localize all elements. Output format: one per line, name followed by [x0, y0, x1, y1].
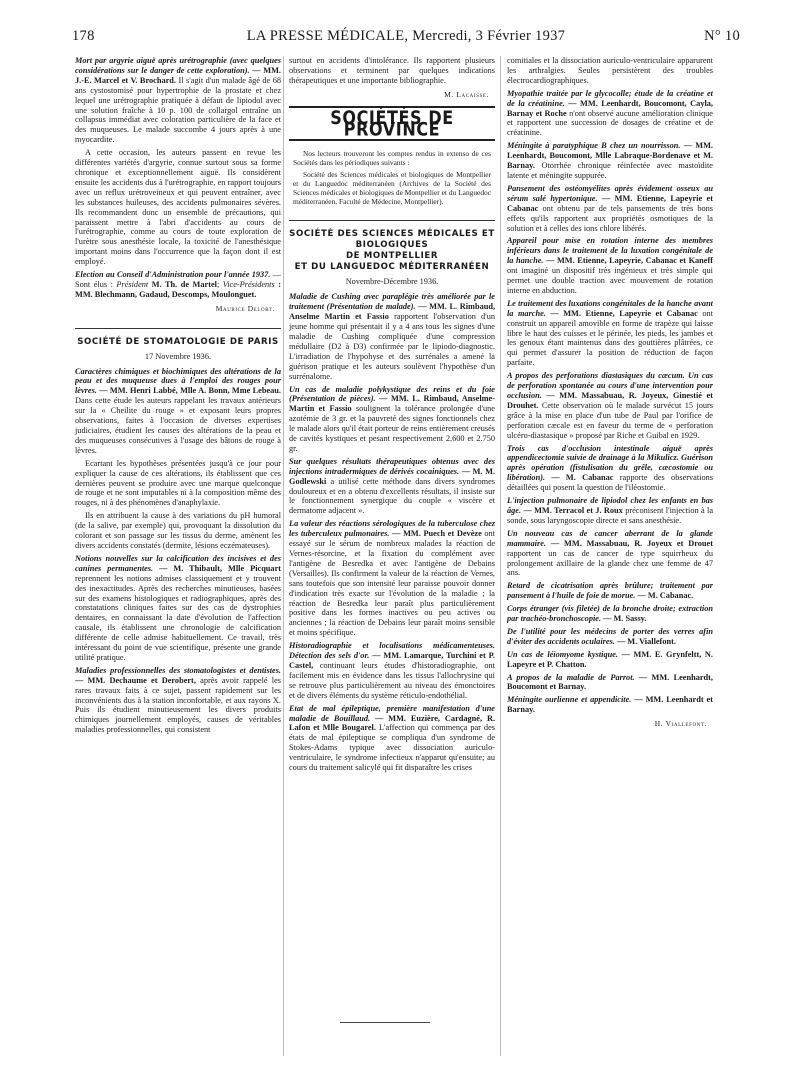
article-authors: — MM. Leenhardt, Boucomont et Barnay.	[507, 672, 713, 692]
article-text: L'affection qui commença par des états de mal épileptique se compliqua d'un syndrome de Stokes-Adams typique avec dissociation auriculo-ventriculaire, le syndrome infectieux n'apparut qu'ensuite; au cours du traitement salicylé qui fit disparaître les crises	[289, 723, 495, 773]
article-authors: — M. Viallefont.	[616, 636, 676, 646]
article-authors: — MM. Leenhardt, Boucomont, Cayla, Barnay et Roche	[507, 98, 713, 118]
article	[75, 367, 281, 456]
editor-note	[293, 149, 491, 206]
section-heading-line: ET DU LANGUEDOC MÉDITERRANÉEN	[294, 262, 490, 273]
article-authors: — MM. Etienne, Lapeyrie et Cabanac	[550, 308, 698, 318]
article-title: Election au Conseil d'Administration pour l'année 1937.	[75, 270, 271, 280]
article-title: La valeur des réactions sérologiques de la tuberculose chez les tuberculeux pulmonaires.	[289, 519, 495, 539]
section-heading	[289, 220, 495, 273]
article-title: A propos des perforations diastasiques du cæcum. Un cas de perforation spontanée au cours d'une intervention pour occlusion.	[507, 371, 713, 400]
column-3	[507, 56, 713, 1066]
article-text: n'ont observé aucune amélioration clinique et rapportent une succession de dosages de créatine et de créatinine.	[507, 108, 713, 138]
role-label: Président	[116, 279, 149, 289]
column-rule-1	[283, 56, 284, 1056]
article	[289, 457, 495, 516]
article-title: Caractères chimiques et biochimiques des altérations de la peau et des muqueuse dues à l'emploi des rouges pour lèvres.	[75, 366, 281, 396]
article-text: Ecartant les hypothèses présentées jusqu'à ce jour pour expliquer la cause de ces altérations, ils établissent que ces dernières peuvent se produire avec une marque quelconque de rouge et ne sont imputables ni à la composition même des rouges, ni à des phénomènes d'anaphylaxie.	[75, 458, 281, 508]
article-authors: — MM. Dechaume et Derobert,	[75, 675, 196, 685]
article-authors: — MM. Euzière, Cardagné, R. Lafon et Mlle Bougarel.	[289, 713, 495, 733]
issue-number: N° 10	[704, 28, 740, 44]
column-rule-2	[500, 56, 501, 1056]
page-header	[72, 28, 740, 50]
article-title: Maladies professionnelles des stomatologistes et dentistes.	[75, 665, 281, 675]
article-title: Méningite à paratyphique B chez un nourrisson.	[507, 141, 681, 151]
article-title: L'injection pulmonaire de lipiodol chez les enfants en bas âge.	[507, 496, 713, 515]
article-authors: : MM. Blechmann, Gadaud, Descomps, Moulonguet.	[75, 279, 281, 299]
article	[289, 641, 495, 700]
signature: M. Lacaisse.	[444, 89, 489, 99]
article-authors: — MM. Etienne, Lapeyrie et Cabanac	[507, 193, 713, 213]
article-text: A cette occasion, les auteurs passent en revue les différentes variétés d'argyrie, connue surtout sous sa forme chronique et exceptionnellement aiguë. Ils considèrent ensuite les accidents dus à l'urétrographie, en rapport toujours avec un reflux urétroveineux et qui peuvent entraîner, avec les substances huileuses, des accidents pulmonaires sévères. Ils recommandent donc un ensemble de précautions, qui paraissent mettre à l'abri d'accidents au cours de l'urétrographie, comme au cours de toute exploration de l'urètre sous anesthésie locale, la toxicité de l'anesthésique important moins dans l'occurrence que la façon dont il est employé.	[75, 148, 281, 267]
article-authors: — MM. L. Rimbaud, Anselme Martin et Fassio	[289, 302, 495, 322]
article-authors: — M. Cabanac	[551, 473, 614, 483]
article-text: surtout en accidents d'intolérance. Ils rapportent plusieurs observations et terminent par quelques indications thérapeutiques et une importante bibliographie.	[289, 56, 495, 85]
article-title: Corps étranger (vis filetée) de la bronche droite; extraction par trachéo-bronchoscopie.	[507, 604, 713, 624]
article	[507, 529, 713, 579]
article-authors: — MM. Massabuau, R. Joyeux et Drouet	[550, 538, 713, 548]
article	[507, 604, 713, 624]
article	[75, 270, 281, 300]
banner-title: SOCIÉTÉS DE PROVINCE	[330, 106, 454, 140]
article-title: Mort par argyrie aiguë après urétrographie (avec quelques considérations sur le danger de cette exploration).	[75, 56, 281, 75]
section-date: Novembre-Décembre 1936.	[345, 277, 439, 287]
article-text: préconisent l'injection à la sonde, sous laryngoscopie directe et sans anesthésie.	[507, 505, 713, 525]
article	[507, 299, 713, 368]
signature: H. Viallefont.	[654, 719, 707, 729]
end-rule	[340, 1022, 430, 1023]
article	[75, 554, 281, 663]
article-text: ;	[216, 279, 223, 289]
article	[507, 650, 713, 670]
article-text: Il s'agit d'un malade âgé de 68 ans cystostomisé pour hypertrophie de la prostate et chez lequel une urétrographie pratiquée à défaut de lipiodol avec une solution fraîche à 10 p. 100 de collargol entraîne un collapsus immédiat avec coloration particulière de la face et des muqueuses. Le malade succombe 4 jours après à une myocardite.	[75, 75, 281, 145]
journal-title: LA PRESSE MÉDICALE, Mercredi, 3 Février 1937	[246, 28, 566, 44]
article	[75, 56, 281, 145]
article	[507, 581, 713, 601]
article-title: Le traitement des luxations congénitales de la hanche avant la marche.	[507, 298, 713, 318]
section-heading-line: SOCIÉTÉ DES SCIENCES MÉDICALES ET BIOLOGIQUES	[289, 229, 495, 251]
article-title: Un cas de léiomyome kystique.	[507, 649, 618, 659]
article-text: reprennent les notions admises classiquement et y trouvent des inexactitudes. Après des recherches minutieuses, basées sur des examens histologiques et radiographiques, après des constatations cliniques faites sur des cas de dystrophies dentaires, en connaissant la date d'évolution de l'affection causale, ils établissent une chronologie de calcification différente de celle admise habituellement. Ce travail, très intéressant du point de vue scientifique, présente une grande utilité pratique.	[75, 573, 281, 662]
article	[507, 695, 713, 715]
article-authors: — M. M. Godlewski	[289, 466, 495, 486]
article-text: rapportent un cas de cancer de type squirrheux du prolongement axillaire de la glande chez une femme de 47 ans.	[507, 548, 713, 578]
article-text: Ils en attribuent la cause à des variations du pH humoral (de la salive, par exemple) qui, provoquant la dissolution du colorant et son passage sur les tissus du derme, amènent les divers accidents constatés (dermite, lésions eczémateuses).	[75, 511, 281, 550]
article-authors: — MM. Leenhardt et Barnay.	[507, 695, 713, 715]
article-authors: — MM. Lamarque, Turchini et P. Castel,	[289, 651, 495, 670]
article-title: De l'utilité pour les médecins de porter des verres afin d'éviter des accidents oculaires.	[507, 626, 713, 646]
article-authors: — MM. E. Grynfeltt, N. Lapeyre et P. Chatton.	[507, 649, 713, 669]
section-heading: SOCIÉTÉ DE STOMATOLOGIE DE PARIS	[75, 328, 281, 348]
article-text: rapporte des observations détaillées qui posent la question de l'iléostomie.	[507, 473, 713, 493]
article	[507, 673, 713, 693]
article	[507, 184, 713, 234]
article-authors: — MM. Henri Labbé, Mlle A. Bonn, Mme Lebeau.	[99, 386, 281, 396]
article-title: Retard de cicatrisation après brûlure; traitement par pansement à l'huile de foie de morue.	[507, 581, 713, 601]
article-authors: — M. Sassy.	[603, 614, 647, 624]
article	[507, 141, 713, 181]
article-authors: — MM. L. Rimbaud, Anselme-Martin et Fassio	[289, 394, 495, 414]
article-text: ont imaginé un dispositif très ingénieux et très simple qui permet une double traction avec mouvement de rotation interne en abduction.	[507, 266, 713, 295]
article	[289, 704, 495, 773]
article-text: comitiales et la dissociation auriculo-ventriculaire apparurent les arthralgies. Seules persistèrent des troubles électrocardiographiques.	[507, 56, 713, 85]
article	[289, 292, 495, 381]
article-title: Appareil pour mise en rotation interne des membres inférieurs dans le traitement de la luxation congénitale de la hanche.	[507, 236, 713, 266]
article-authors: M. Th. de Martel	[148, 279, 217, 289]
section-banner	[289, 106, 495, 142]
article-title: Méningite ourlienne et appendicite.	[507, 695, 632, 705]
article-title: Historadiographie et localisations médicamenteuses. Détection des sels d'or.	[289, 641, 495, 661]
article-text: — Sont élus :	[75, 270, 281, 289]
section-date: 17 Novembre 1936.	[144, 351, 212, 361]
article-text: après avoir rappelé les rares travaux faits à ce sujet, passent rapidement sur les inconvénients dus à la station inconfortable, et aux rayons X. Puis ils étudient minutieusement les divers produits chimiques journellement employés, causes de véritables maladies professionnelles, qui consistent	[75, 675, 281, 735]
article	[507, 627, 713, 647]
article-authors: — MM. Massabuau, R. Joyeux, Ginestié et Drouhet.	[507, 391, 713, 410]
signature: Maurice Delort.	[215, 303, 275, 313]
article-text: Cette observation où le malade survécut 15 jours grâce à la mise en place d'un tube de Paul par l'orifice de perforation cæcale est en faveur du terme de « perforation ulcéro-diastasique » proposé par Riche et Guibal en 1929.	[507, 400, 713, 440]
column-1	[75, 56, 281, 1066]
article-title: Un cas de maladie polykystique des reins et du foie (Présentation de pièces).	[289, 384, 495, 404]
article	[507, 371, 713, 440]
article-text: Dans cette étude les auteurs rappelant les travaux antérieurs sur la « Cheilite du rouge » et exposant leurs propres observations, faites à l'occasion de diverses expertises judiciaires, étudient les causes des altérations de la peau et des muqueuses consécutives à l'usage des bâtons de rouge à lèvres.	[75, 396, 281, 455]
article-text: ont construit un appareil amovible en forme de trapèze qui laisse libre le haut des cuisses et le périnée, les pieds, les jambes et les genoux étant maintenus dans des gouttières plâtrées, ce qui permet d'assurer la position de réduction de façon parfaite.	[507, 308, 713, 368]
role-label: Vice-Présidents	[222, 279, 275, 289]
article-text: rapportent l'observation d'un jeune homme qui présentait il y a 4 ans tous les signes d'une maladie de Cushing compliquée d'une compression médullaire (D2 à D3) confirmée par le lipiodo-diagnostic. L'irradiation de l'hypohyse et des surrénales a amené la guérison pratique et les auteurs soulèvent l'hypothèse d'un surrénalome.	[289, 312, 495, 381]
article-text: Otorrhée chronique réinfectée avec mastoïdite latente et méningite suppurée.	[507, 161, 713, 180]
note-text: Nos lecteurs trouveront les comptes rendus in extenso de ces Sociétés dans les périodiques suivants :	[293, 149, 491, 168]
article-text: ont essayé sur le sérum de nombreux malades la réaction de Vernes-résorcine, et la fixation du complément avec l'antigène de Besredka et avec l'antigène de Debains (Versailles). Ils confirment la valeur de la réaction de Vernes, sans toutefois que son intensité leur paraisse pouvoir donner d'indication très exacte sur l'évolution de la maladie ; la réaction de Besredka leur paraît plus particulièrement positive dans les formes inactives ou peu actives ou anciennes ; la réaction de Debains leur paraît moins sensible et moins spécifique.	[289, 529, 495, 638]
article-authors: — MM. Etienne, Lapeyrie, Cabanac et Kaneff	[546, 256, 713, 266]
article-authors: — M. Cabanac.	[637, 591, 694, 601]
article-text: soulignent la tolérance prolongée d'une azotémie de 3 gr. et la pauvreté des signes fonctionnels chez le malade alors qu'il était porteur de reins entièrement creusés de cavités kystiques et pesant respectivement 2.600 et 2.750 gr.	[289, 404, 495, 453]
article-title: Myopathie traitée par le glycocolle; étude de la créatine et de la créatinine.	[507, 88, 713, 108]
article	[75, 666, 281, 735]
article-title: Un nouveau cas de cancer aberrant de la glande mammaire.	[507, 528, 713, 548]
section-heading-line: DE MONTPELLIER	[345, 251, 439, 262]
article-authors: — MM. Puech et Devèze	[392, 529, 482, 539]
column-2	[289, 56, 495, 1066]
article-title: A propos de la maladie de Parrot.	[507, 672, 635, 682]
page-number: 178	[72, 28, 95, 44]
article-title: Sur quelques résultats thérapeutiques obtenus avec des injections intradermiques de dérivés cocainiques.	[289, 456, 495, 476]
article-title: Etat de mal épileptique, première manifestation d'une maladie de Bouillaud.	[289, 703, 495, 723]
article-title: Pansement des ostéomyélites après évidement osseux au sérum salé hypertonique.	[507, 183, 713, 203]
article	[507, 444, 713, 494]
article	[289, 385, 495, 454]
article	[507, 496, 713, 526]
article-text: ont obtenu par de tels pansements de très bons effets qu'ils rapportent aux propriétés osmotiques de la solution et à celles des ions chlore libérés.	[507, 203, 713, 233]
article-authors: — MM. Terracol et J. Roux	[523, 505, 623, 515]
article-text: continuant leurs études d'historadiographie, ont facilement mis en évidence dans les tissus l'allochrysine qui se retrouve plus particulièrement au niveau des émonctoires et de divers éléments du système réticulo-endothélial.	[289, 660, 495, 700]
article-authors: — MM. Leenhardt, Boucomont, Mlle Labraque-Bordenave et M. Barnay.	[507, 141, 713, 171]
article-authors: — MM. J.-E. Marcel et V. Brochard.	[75, 65, 281, 85]
article	[289, 519, 495, 638]
note-text: Société des Sciences médicales et biologiques de Montpellier et du Languedoc méditerranéen (Archives de la Société des Sciences médicales et biologiques de Montpellier et du Languedoc méditerranéen, Faculté de Médecine, Montpellier).	[293, 170, 491, 207]
article-authors: — M. Thibault, Mlle Picquart	[159, 563, 281, 573]
article-text: a utilisé cette méthode dans divers syndromes douloureux et en a obtenu d'excellents résultats, il insiste sur le fonctionnement synergique du couple « viscère et dermatome adjacent ».	[289, 476, 495, 516]
article-title: Notions nouvelles sur la calcification des incisives et des canines permanentes.	[75, 553, 281, 573]
article-title: Trois cas d'occlusion intestinale aiguë après appendicectomie suivie de drainage à la Mikulicz. Guérison après opération (fistulisation du grêle, cæcostomie ou libération).	[507, 443, 713, 483]
article	[507, 89, 713, 139]
article-title: Maladie de Cushing avec paraplégie très améliorée par le traitement (Présentation de malade).	[289, 292, 495, 312]
article	[507, 236, 713, 295]
